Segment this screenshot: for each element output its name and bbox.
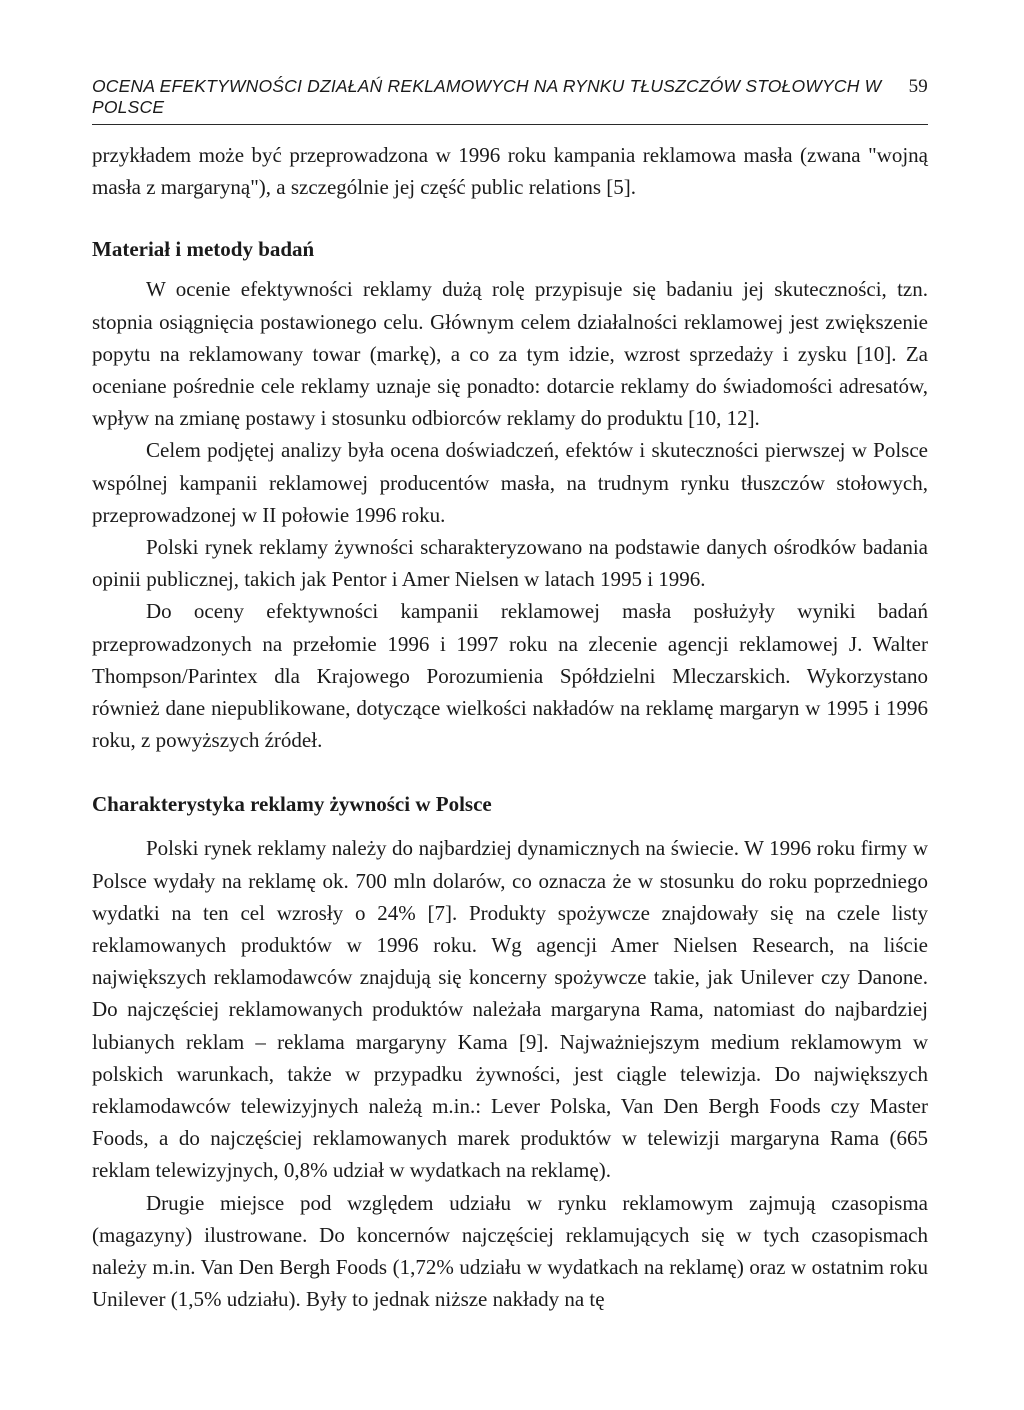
paragraph: Polski rynek reklamy należy do najbardziej dynamicznych na świecie. W 1996 roku firmy w Polsce wydały na reklamę ok. 700 mln dolarów, co oznacza że w stosunku do roku poprzedniego wydatki na ten cel wzrosły o 24% [7]. Produkty spożywcze znajdowały się na czele listy reklamowanych produktów w 1996 roku. Wg agencji Amer Nielsen Research, na liście największych reklamodawców znajdują się koncerny spożywcze takie, jak Unilever czy Danone. Do najczęściej reklamowanych produktów należała margaryna Rama, natomiast do najbardziej lubianych reklam – reklama margaryny Kama [9]. Najważniejszym medium reklamowym w polskich warunkach, także w przypadku żywności, jest ciągle telewizja. Do największych reklamodawców telewizyjnych należą m.in.: Lever Polska, Van Den Bergh Foods czy Master Foods, a do najczęściej reklamowanych marek produktów w telewizji margaryna Rama (665 reklam telewizyjnych, 0,8% udział w wydatkach na reklamę). bbox=[92, 836, 928, 1183]
paragraph-continuation: przykładem może być przeprowadzona w 1996 roku kampania reklamowa masła (zwana "wojną masła z margaryną"), a szczególnie jej część public relations [5]. bbox=[92, 143, 928, 200]
body-text bbox=[92, 139, 928, 1316]
section-heading-food-advertising: Charakterystyka reklamy żywności w Polsce bbox=[92, 792, 492, 817]
paragraph: Celem podjętej analizy była ocena doświadczeń, efektów i skuteczności pierwszej w Polsce wspólnej kampanii reklamowej producentów masła, na trudnym rynku tłuszczów stołowych, przeprowadzonej w II połowie 1996 roku. bbox=[92, 438, 928, 527]
running-header bbox=[92, 76, 928, 125]
document-page bbox=[92, 76, 928, 1316]
paragraph: Drugie miejsce pod względem udziału w rynku reklamowym zajmują czasopisma (magazyny) ilustrowane. Do koncernów najczęściej reklamujących się w tych czasopismach należy m.in. Van Den Bergh Foods (1,72% udziału w wydatkach na reklamę) oraz w ostatnim roku Unilever (1,5% udziału). Były to jednak niższe nakłady na tę bbox=[92, 1190, 928, 1312]
paragraph: Do oceny efektywności kampanii reklamowej masła posłużyły wyniki badań przeprowadzonych na przełomie 1996 i 1997 roku na zlecenie agencji reklamowej J. Walter Thompson/Parintex dla Krajowego Porozumienia Spółdzielni Mleczarskich. Wykorzystano również dane niepublikowane, dotyczące wielkości nakładów na reklamę margaryn w 1995 i 1996 roku, z powyższych źródeł. bbox=[92, 599, 928, 753]
paragraph: Polski rynek reklamy żywności scharakteryzowano na podstawie danych ośrodków badania opinii publicznej, takich jak Pentor i Amer Nielsen w latach 1995 i 1996. bbox=[92, 535, 928, 592]
section-heading-methods: Materiał i metody badań bbox=[92, 237, 315, 262]
running-title: OCENA EFEKTYWNOŚCI DZIAŁAŃ REKLAMOWYCH NA RYNKU TŁUSZCZÓW STOŁOWYCH W POLSCE bbox=[92, 76, 882, 117]
page-number: 59 bbox=[908, 76, 928, 97]
paragraph: W ocenie efektywności reklamy dużą rolę przypisuje się badaniu jej skuteczności, tzn. stopnia osiągnięcia postawionego celu. Głównym celem działalności reklamowej jest zwiększenie popytu na reklamowany towar (markę), a co za tym idzie, wzrost sprzedaży i zysku [10]. Za oceniane pośrednie cele reklamy uznaje się ponadto: dotarcie reklamy do świadomości adresatów, wpływ na zmianę postawy i stosunku odbiorców reklamy do produktu [10, 12]. bbox=[92, 277, 928, 431]
